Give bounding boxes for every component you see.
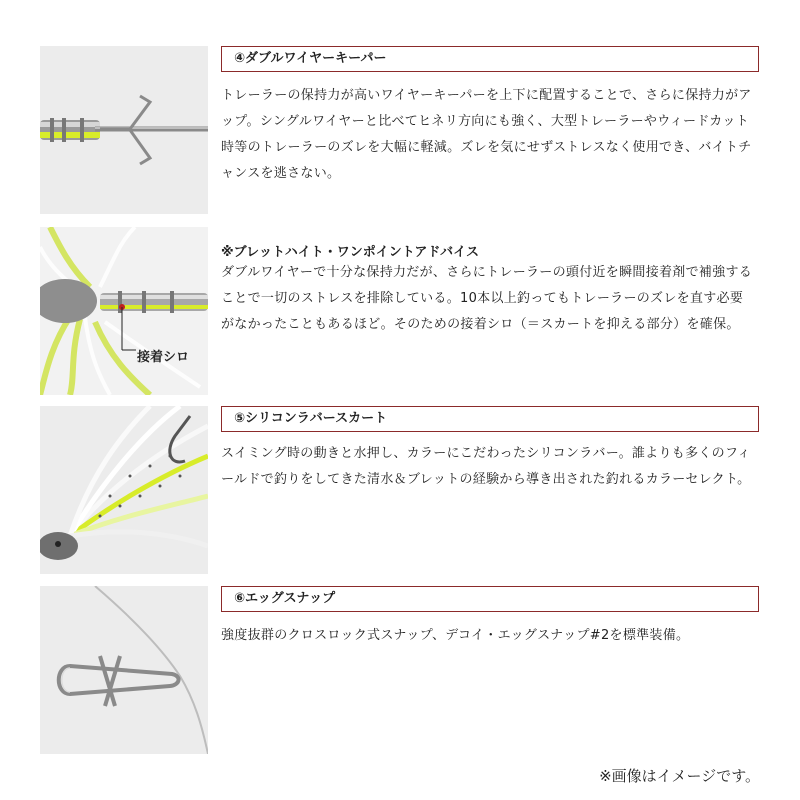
section-body-silicone-skirt: スイミング時の動きと水押し、カラーにこだわったシリコンラバー。誰よりも多くのフィールドで釣りをしてきた清水＆ブレットの経験から導き出された釣れるカラーセレクト。: [221, 446, 751, 487]
section-heading-silicone-skirt: ⑤シリコンラバースカート: [221, 406, 759, 432]
section-body-wire-keeper: トレーラーの保持力が高いワイヤーキーパーを上下に配置することで、さらに保持力がアップ。シングルワイヤーと比べてヒネリ方向にも強く、大型トレーラーやウィードカット時等のトレーラーのズレを大幅に軽減。ズレを気にせずストレスなく使用でき、バイトチャンスを逃さない。: [221, 88, 752, 181]
advice-body: ダブルワイヤーで十分な保持力だが、さらにトレーラーの頭付近を瞬間接着剤で補強することで一切のストレスを排除している。10本以上釣ってもトレーラーのズレを直す必要がなかったこともあるほど。そのための接着シロ（＝スカートを抑える部分）を確保。: [221, 265, 753, 332]
wire-keeper-photo: [40, 46, 208, 214]
silicone-skirt-photo: [40, 406, 208, 574]
section-heading-egg-snap: ⑥エッグスナップ: [221, 586, 759, 612]
glue-area-label: 接着シロ: [137, 350, 190, 365]
egg-snap-photo: [40, 586, 208, 754]
advice-subheading: ※ブレットハイト・ワンポイントアドバイス: [221, 245, 479, 260]
section-heading-wire-keeper: ④ダブルワイヤーキーパー: [221, 46, 759, 72]
section-body-egg-snap: 強度抜群のクロスロック式スナップ、デコイ・エッグスナップ#2を標準装備。: [221, 628, 690, 643]
glue-area-photo: [40, 227, 208, 395]
image-disclaimer: ※画像はイメージです。: [599, 767, 760, 785]
